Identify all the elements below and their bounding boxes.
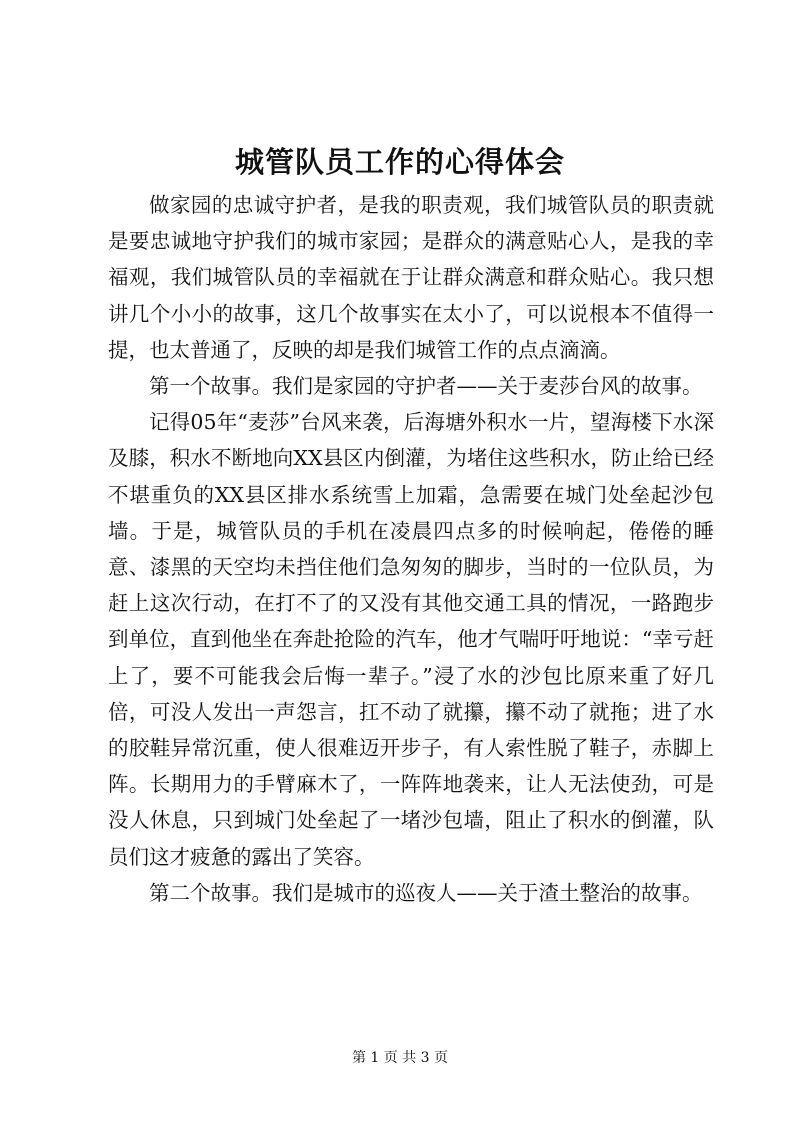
paragraph-story-two-heading: 第二个故事。我们是城市的巡夜人——关于渣土整治的故事。 xyxy=(149,880,703,905)
document-title: 城管队员工作的心得体会 xyxy=(234,145,565,179)
paragraph-story-one: 记得05年“麦莎”台风来袭，后海塘外积水一片，望海楼下水深及膝，积水不断地向XX县区内倒灌，为堵住这些积水，防止给已经不堪重负的XX县区排水系统雪上加霜，急需要在城门处垒起沙包墙。于是，城管队员的手机在凌晨四点多的时候响起，倦倦的睡意、漆黑的天空均未挡住他们急匆匆的脚步，当时的一位队员，为赶上这次行动，在打不了的又没有其他交通工具的情况，一路跑步到单位，直到他坐在奔赴抢险的汽车，他才气喘吁吁地说：“幸亏赶上了，要不可能我会后悔一辈子。”浸了水的沙包比原来重了好几倍，可没人发出一声怨言，扛不动了就攥，攥不动了就拖；进了水的胶鞋异常沉重，使人很难迈开步子，有人索性脱了鞋子，赤脚上阵。长期用力的手臂麻木了，一阵阵地袭来，让人无法使劲，可是没人休息，只到城门处垒起了一堵沙包墙，阻止了积水的倒灌，队员们这才疲惫的露出了笑容。 xyxy=(108,410,714,869)
paragraph-story-one-heading: 第一个故事。我们是家园的守护者——关于麦莎台风的故事。 xyxy=(149,374,703,399)
page-number-footer: 第 1 页 共 3 页 xyxy=(351,1050,449,1066)
document-body xyxy=(108,187,714,911)
paragraph-intro: 做家园的忠诚守护者，是我的职责观，我们城管队员的职责就是要忠诚地守护我们的城市家园；是群众的满意贴心人，是我的幸福观，我们城管队员的幸福就在于让群众满意和群众贴心。我只想讲几个小小的故事，这几个故事实在太小了，可以说根本不值得一提，也太普通了，反映的却是我们城管工作的点点滴滴。 xyxy=(108,193,714,362)
